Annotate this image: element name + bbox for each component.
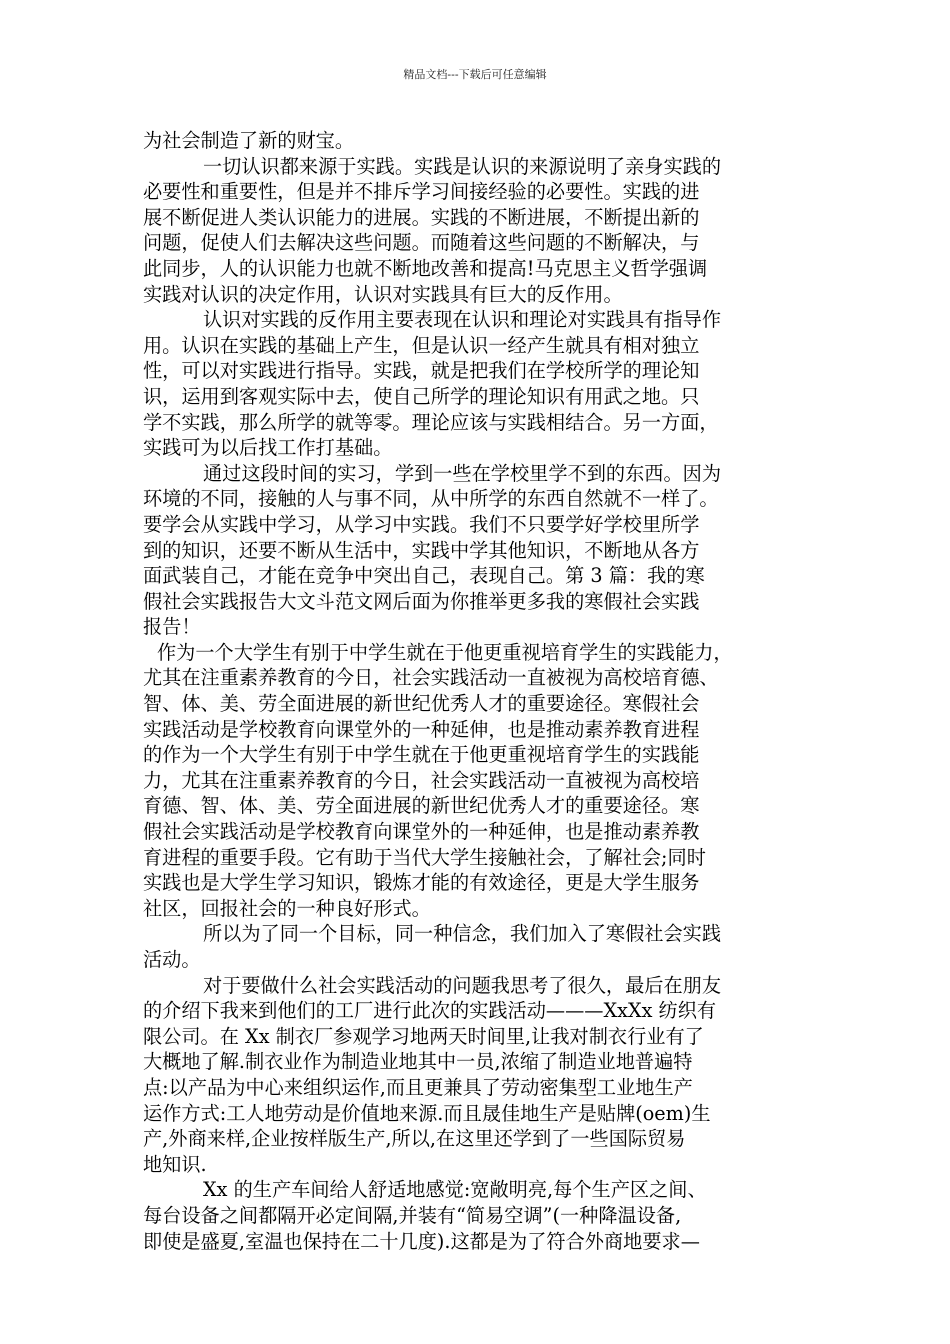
text-line: 点:以产品为中心来组织运作,而且更兼具了劳动密集型工业地生产: [143, 1075, 693, 1099]
text-line: 育进程的重要手段。它有助于当代大学生接触社会，了解社会;同时: [143, 845, 706, 869]
text-line: 问题，促使人们去解决这些问题。而随着这些问题的不断解决，与: [143, 231, 700, 255]
text-line: 此同步，人的认识能力也就不断地改善和提高!马克思主义哲学强调: [143, 256, 708, 280]
text-line: 性，可以对实践进行指导。实践，就是把我们在学校所学的理论知: [143, 359, 700, 383]
text-line: 运作方式:工人地劳动是价值地来源.而且晟佳地生产是贴牌(oem)生: [143, 1101, 711, 1125]
text-line: 尤其在注重素养教育的今日，社会实践活动一直被视为高校培育德、: [143, 666, 719, 690]
text-line: 要学会从实践中学习，从学习中实践。我们不只要学好学校里所学: [143, 512, 700, 536]
text-line: 作为一个大学生有别于中学生就在于他更重视培育学生的实践能力，: [157, 640, 733, 664]
text-line: 认识对实践的反作用主要表现在认识和理论对实践具有指导作: [203, 308, 722, 332]
text-line: 对于要做什么社会实践活动的问题我思考了很久，最后在朋友: [203, 973, 722, 997]
text-line: 的作为一个大学生有别于中学生就在于他更重视培育学生的实践能: [143, 743, 700, 767]
text-line: Xx 的生产车间给人舒适地感觉:宽敞明亮,每个生产区之间、: [203, 1178, 707, 1202]
text-line: 实践对认识的决定作用，认识对实践具有巨大的反作用。: [143, 282, 623, 306]
text-line: 到的知识，还要不断从生活中，实践中学其他知识，不断地从各方: [143, 538, 700, 562]
text-line: 地知识.: [143, 1152, 207, 1176]
text-line: 智、体、美、劳全面进展的新世纪优秀人才的重要途径。寒假社会: [143, 692, 700, 716]
page-header: 精品文档---下载后可任意编辑: [403, 68, 547, 81]
text-line: 每台设备之间都隔开必定间隔,并装有“简易空调”(一种降温设备,: [143, 1203, 682, 1227]
text-line: 必要性和重要性，但是并不排斥学习间接经验的必要性。实践的进: [143, 180, 700, 204]
text-line: 实践活动是学校教育向课堂外的一种延伸，也是推动素养教育进程: [143, 717, 700, 741]
text-line: 实践可为以后找工作打基础。: [143, 436, 393, 460]
text-line: 育德、智、体、美、劳全面进展的新世纪优秀人才的重要途径。寒: [143, 794, 700, 818]
text-line: 学不实践，那么所学的就等零。理论应该与实践相结合。另一方面，: [143, 410, 719, 434]
text-line: 环境的不同，接触的人与事不同，从中所学的东西自然就不一样了。: [143, 487, 719, 511]
text-line: 社区，回报社会的一种良好形式。: [143, 896, 431, 920]
text-line: 展不断促进人类认识能力的进展。实践的不断进展，不断提出新的: [143, 205, 700, 229]
text-line: 识，运用到客观实际中去，使自己所学的理论知识有用武之地。只: [143, 384, 700, 408]
document-body: [143, 128, 815, 1254]
text-line: 一切认识都来源于实践。实践是认识的来源说明了亲身实践的: [203, 154, 722, 178]
text-line: 通过这段时间的实习，学到一些在学校里学不到的东西。因为: [203, 461, 722, 485]
text-line: 即使是盛夏,室温也保持在二十几度).这都是为了符合外商地要求—: [143, 1229, 700, 1253]
text-line: 为社会制造了新的财宝。: [143, 129, 355, 152]
text-line: 假社会实践报告大文斗范文网后面为你推举更多我的寒假社会实践: [143, 589, 700, 613]
text-line: 实践也是大学生学习知识，锻炼才能的有效途径，更是大学生服务: [143, 871, 700, 895]
text-line: 报告！: [143, 615, 201, 639]
text-line: 限公司。在 Xx 制衣厂参观学习地两天时间里,让我对制衣行业有了: [143, 1024, 704, 1048]
text-line: 产,外商来样,企业按样版生产,所以,在这里还学到了一些国际贸易: [143, 1127, 686, 1151]
text-line: 用。认识在实践的基础上产生，但是认识一经产生就具有相对独立: [143, 333, 700, 357]
text-line: 大概地了解.制衣业作为制造业地其中一员,浓缩了制造业地普遍特: [143, 1050, 693, 1074]
text-line: 假社会实践活动是学校教育向课堂外的一种延伸，也是推动素养教: [143, 820, 700, 844]
text-line: 的介绍下我来到他们的工厂进行此次的实践活动———XxXx 纺织有: [143, 999, 717, 1023]
text-line: 活动。: [143, 948, 201, 971]
text-line: 面武装自己，才能在竞争中突出自己，表现自己。第 3 篇：我的寒: [143, 564, 705, 588]
text-line: 力，尤其在注重素养教育的今日，社会实践活动一直被视为高校培: [143, 768, 700, 792]
text-line: 所以为了同一个目标，同一种信念，我们加入了寒假社会实践: [203, 922, 722, 946]
